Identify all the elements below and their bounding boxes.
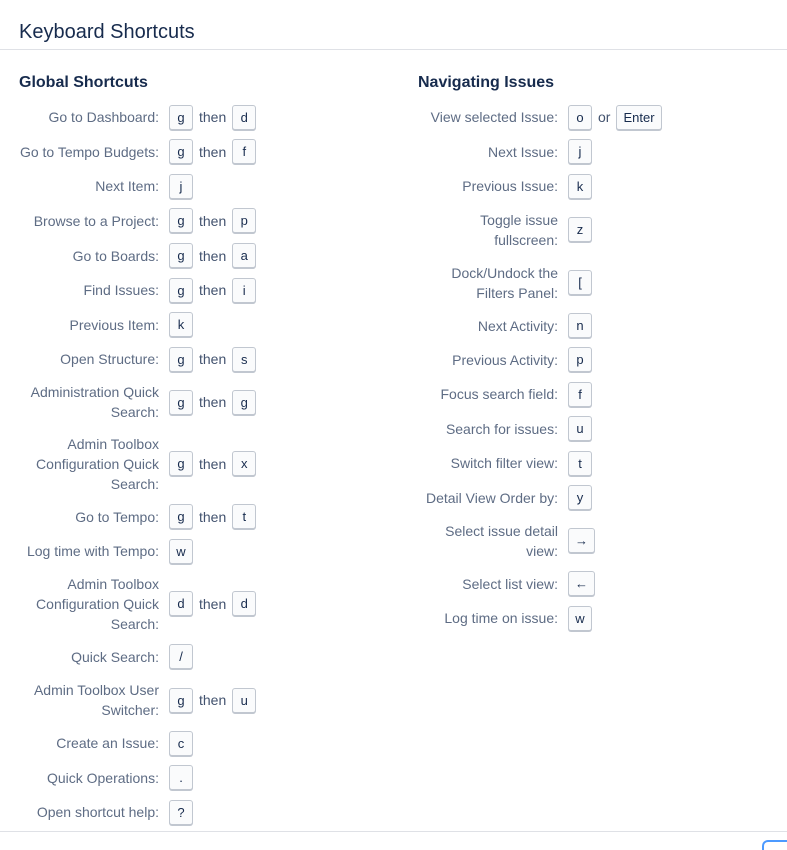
shortcut-row: [418, 411, 778, 446]
shortcut-label: Quick Search:: [71, 648, 159, 665]
key-separator: then: [199, 247, 227, 264]
shortcut-label: Previous Issue:: [462, 178, 558, 194]
shortcut-keys: [568, 313, 592, 338]
global-shortcuts-list: [19, 100, 389, 829]
key-cap: u: [568, 416, 592, 441]
shortcut-row: [19, 674, 389, 726]
shortcut-keys: [568, 347, 592, 372]
key-separator: then: [199, 692, 227, 708]
page-title: Keyboard Shortcuts: [19, 21, 195, 43]
shortcut-keys: [568, 571, 595, 596]
shortcut-label: Dock/Undock the Filters Panel:: [451, 264, 558, 301]
shortcut-row: [19, 499, 389, 534]
key-cap: d: [232, 591, 256, 616]
shortcut-label: Administration Quick Search:: [30, 384, 159, 420]
key-cap: .: [169, 765, 193, 790]
key-cap: f: [232, 139, 256, 164]
footer-divider: [0, 831, 787, 832]
shortcut-row: [418, 309, 778, 342]
key-cap: t: [232, 504, 256, 529]
shortcut-label: Go to Tempo:: [75, 508, 159, 525]
shortcut-row: [418, 100, 778, 134]
shortcut-label: Browse to a Project:: [33, 212, 159, 229]
shortcut-label: Select issue detail view:: [445, 522, 558, 559]
shortcut-row: [19, 726, 389, 760]
shortcut-label: Quick Operations:: [46, 769, 159, 786]
shortcut-keys: [568, 139, 592, 164]
shortcut-row: [19, 760, 389, 795]
key-cap: j: [169, 174, 193, 199]
shortcut-row: [418, 256, 778, 309]
key-cap: [: [568, 270, 592, 295]
shortcut-row: [418, 480, 778, 515]
shortcut-row: [418, 446, 778, 480]
shortcut-row: [19, 639, 389, 674]
shortcut-label: Search for issues:: [445, 420, 558, 437]
shortcut-keys: [169, 208, 256, 233]
key-cap: x: [232, 451, 256, 476]
shortcut-row: [19, 134, 389, 169]
shortcut-row: [19, 238, 389, 273]
key-cap: →: [568, 528, 595, 553]
shortcut-keys: [568, 382, 592, 407]
shortcut-label: Next Item:: [95, 178, 159, 194]
shortcut-keys: [169, 451, 256, 476]
navigating-issues-section: [418, 72, 778, 635]
shortcut-keys: [169, 731, 193, 756]
shortcut-keys: [169, 591, 256, 616]
key-cap: p: [232, 208, 256, 233]
shortcut-keys: [169, 243, 256, 268]
shortcut-keys: [169, 539, 193, 564]
shortcut-label: View selected Issue:: [430, 109, 558, 125]
shortcut-keys: [169, 174, 193, 199]
shortcut-keys: [169, 504, 256, 529]
shortcut-label: Next Issue:: [487, 143, 558, 160]
key-cap: w: [568, 606, 592, 631]
shortcut-row: [19, 307, 389, 342]
shortcut-row: [19, 342, 389, 376]
shortcut-keys: [568, 485, 592, 510]
shortcut-label: Previous Item:: [69, 316, 159, 333]
shortcut-keys: [169, 105, 256, 130]
shortcut-keys: [169, 644, 193, 669]
shortcut-keys: [568, 174, 592, 199]
key-cap: a: [232, 243, 256, 268]
shortcut-label: Log time with Tempo:: [26, 543, 159, 559]
shortcut-label: Next Activity:: [477, 317, 558, 334]
key-cap: u: [232, 688, 256, 713]
key-cap: s: [232, 347, 256, 372]
global-shortcuts-section: [19, 72, 389, 829]
key-cap: p: [568, 347, 592, 372]
key-separator: then: [199, 595, 227, 612]
key-cap: /: [169, 644, 193, 669]
shortcut-keys: [568, 217, 592, 242]
shortcut-label: Go to Dashboard:: [48, 109, 159, 125]
shortcut-label: Toggle issue fullscreen:: [480, 211, 558, 248]
shortcut-row: [19, 534, 389, 568]
shortcut-label: Detail View Order by:: [425, 489, 558, 506]
shortcut-label: Open shortcut help:: [36, 804, 159, 820]
key-cap: f: [568, 382, 592, 407]
shortcut-label: Focus search field:: [440, 386, 558, 402]
shortcut-keys: [169, 800, 193, 825]
shortcut-keys: [568, 606, 592, 631]
key-separator: then: [199, 212, 227, 229]
key-cap: g: [169, 688, 193, 713]
shortcut-row: [19, 428, 389, 499]
shortcut-label: Previous Activity:: [452, 351, 558, 368]
shortcut-label: Go to Tempo Budgets:: [19, 143, 159, 160]
shortcut-keys: [568, 528, 595, 553]
close-button-edge[interactable]: [762, 840, 787, 850]
shortcut-keys: [169, 390, 256, 415]
shortcut-label: Admin Toolbox User Switcher:: [33, 682, 159, 718]
shortcut-row: [19, 568, 389, 639]
shortcut-row: [418, 134, 778, 169]
shortcut-keys: [169, 765, 193, 790]
shortcut-label: Select list view:: [462, 575, 558, 592]
key-cap: g: [169, 278, 193, 303]
shortcut-row: [418, 342, 778, 377]
shortcut-row: [19, 203, 389, 238]
key-cap: ←: [568, 571, 595, 596]
shortcut-label: Admin Toolbox Configuration Quick Search:: [36, 575, 159, 632]
shortcut-row: [418, 377, 778, 411]
shortcut-label: Admin Toolbox Configuration Quick Search:: [36, 435, 159, 492]
shortcut-keys: [169, 688, 256, 713]
key-separator: then: [199, 508, 227, 525]
global-shortcuts-heading: Global Shortcuts: [19, 74, 148, 91]
key-separator: then: [199, 282, 227, 298]
key-cap: d: [169, 591, 193, 616]
shortcut-label: Create an Issue:: [56, 735, 159, 751]
shortcut-keys: [169, 278, 256, 303]
key-cap: g: [232, 390, 256, 415]
key-cap: o: [568, 105, 592, 130]
shortcut-row: [418, 203, 778, 256]
key-cap: g: [169, 243, 193, 268]
key-cap: w: [169, 539, 193, 564]
shortcut-label: Log time on issue:: [444, 610, 558, 626]
key-separator: then: [199, 455, 227, 472]
key-cap: t: [568, 451, 592, 476]
key-separator: or: [598, 109, 611, 125]
shortcut-row: [19, 376, 389, 428]
shortcut-keys: [568, 270, 592, 295]
key-separator: then: [199, 109, 227, 125]
key-separator: then: [199, 351, 227, 367]
key-cap: g: [169, 139, 193, 164]
shortcut-keys: [169, 139, 256, 164]
key-cap: g: [169, 105, 193, 130]
key-cap: i: [232, 278, 256, 303]
key-cap: g: [169, 451, 193, 476]
shortcut-keys: [169, 347, 256, 372]
shortcut-row: [19, 100, 389, 134]
shortcut-row: [19, 273, 389, 307]
key-cap: j: [568, 139, 592, 164]
key-cap: g: [169, 504, 193, 529]
dialog-header: [0, 0, 787, 50]
shortcut-row: [418, 566, 778, 601]
shortcut-row: [418, 515, 778, 566]
shortcut-keys: [568, 451, 592, 476]
shortcut-row: [418, 601, 778, 635]
key-cap: g: [169, 390, 193, 415]
shortcut-label: Open Structure:: [60, 351, 159, 367]
key-cap: g: [169, 208, 193, 233]
key-cap: d: [232, 105, 256, 130]
shortcut-label: Go to Boards:: [72, 247, 159, 264]
navigating-issues-heading: Navigating Issues: [418, 74, 555, 91]
shortcut-label: Switch filter view:: [450, 455, 558, 471]
key-cap: g: [169, 347, 193, 372]
key-separator: then: [199, 394, 227, 410]
key-separator: then: [199, 143, 227, 160]
shortcut-keys: [169, 312, 193, 337]
key-cap: k: [169, 312, 193, 337]
shortcut-row: [19, 169, 389, 203]
shortcut-keys: [568, 105, 662, 130]
key-cap: n: [568, 313, 592, 338]
navigating-issues-list: [418, 100, 778, 635]
shortcut-row: [418, 169, 778, 203]
key-cap: Enter: [616, 105, 661, 130]
key-cap: c: [169, 731, 193, 756]
shortcut-row: [19, 795, 389, 829]
key-cap: ?: [169, 800, 193, 825]
shortcut-keys: [568, 416, 592, 441]
key-cap: y: [568, 485, 592, 510]
shortcut-label: Find Issues:: [83, 282, 159, 298]
key-cap: k: [568, 174, 592, 199]
key-cap: z: [568, 217, 592, 242]
